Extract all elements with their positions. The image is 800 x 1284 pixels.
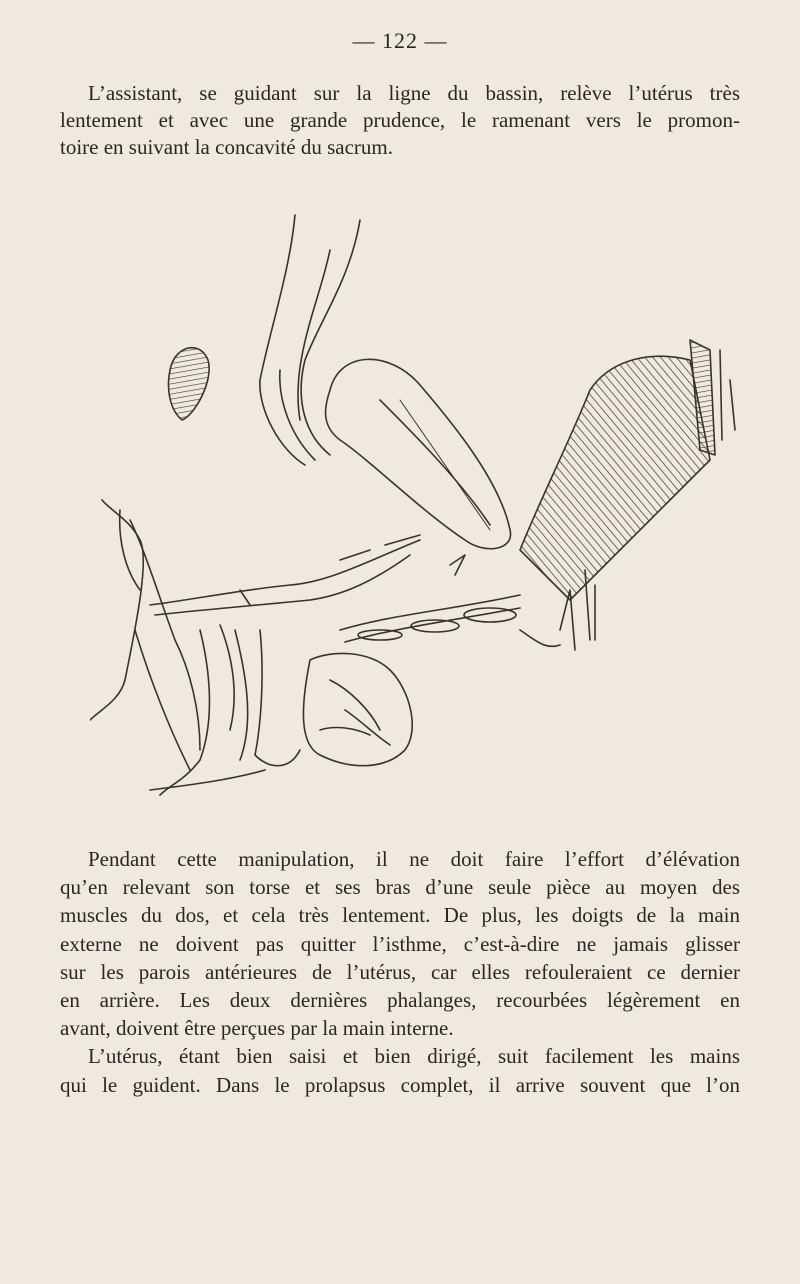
text-line: sur les parois antérieures de l’utérus, car elles refouleraient ce dernier bbox=[60, 959, 740, 984]
pubic-bone bbox=[169, 348, 210, 420]
text-line: Pendant cette manipulation, il ne doit faire l’effort d’élévation bbox=[88, 847, 740, 871]
text-line: L’utérus, étant bien saisi et bien dirigé, suit facilement les mains bbox=[88, 1044, 740, 1069]
text-line: lentement et avec une grande prudence, le ramenant vers le promon- bbox=[60, 108, 740, 132]
text-line: en arrière. Les deux dernières phalanges, recourbées légèrement en bbox=[60, 988, 740, 1013]
intro-paragraph bbox=[60, 80, 740, 161]
text-line: qu’en relevant son torse et ses bras d’une seule pièce au moyen des bbox=[60, 875, 740, 900]
body-paragraph bbox=[60, 845, 740, 1099]
text-line: toire en suivant la concavité du sacrum. bbox=[60, 135, 393, 159]
text-line: muscles du dos, et cela très lentement. De plus, les doigts de la main bbox=[60, 903, 740, 928]
text-line: externe ne doivent pas quitter l’isthme, c’est-à-dire ne jamais glisser bbox=[60, 931, 740, 956]
text-line: qui le guident. Dans le prolapsus complet, il arrive souvent que l’on bbox=[60, 1072, 740, 1097]
page-number: — 122 — bbox=[352, 28, 448, 53]
anatomical-illustration bbox=[90, 210, 750, 810]
uterus-manipulation-drawing bbox=[90, 210, 750, 810]
text-line: avant, doivent être perçues par la main interne. bbox=[60, 1016, 454, 1041]
instrument-body bbox=[520, 356, 710, 600]
text-line: L’assistant, se guidant sur la ligne du bassin, relève l’utérus très bbox=[88, 81, 740, 105]
